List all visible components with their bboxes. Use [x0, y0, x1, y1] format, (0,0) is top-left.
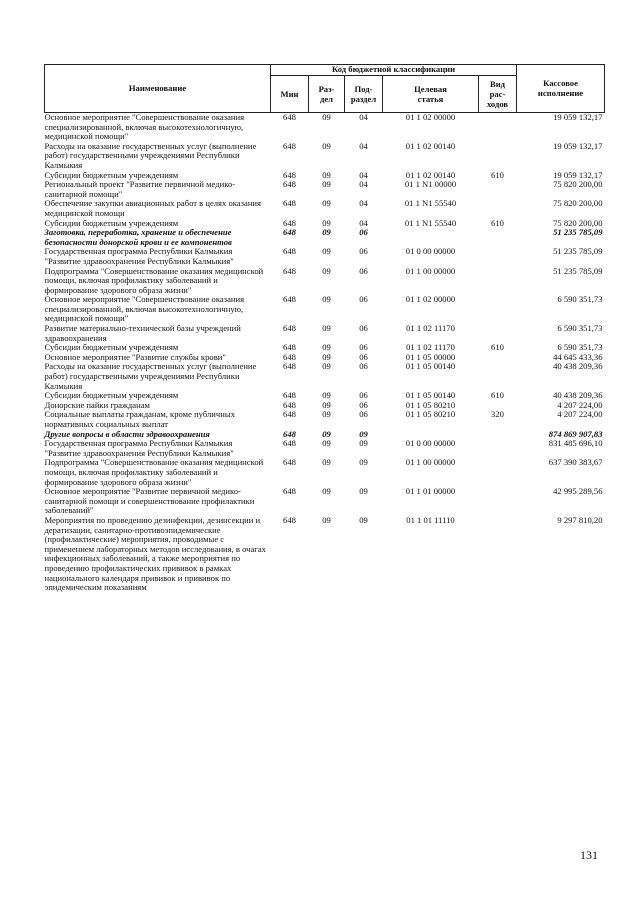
row-vid-rashodov-cell	[479, 458, 517, 487]
row-podrazdel-cell: 06	[359, 409, 368, 420]
table-row	[45, 487, 605, 516]
row-razdel-cell: 09	[322, 390, 331, 401]
header-name: Наименование	[45, 65, 271, 113]
row-name-cell: Субсидии бюджетным учреждениям	[44, 342, 179, 353]
row-vid-rashodov-cell: 610	[491, 390, 504, 401]
row-razdel-cell: 09	[322, 486, 331, 497]
header-code-group: Код бюджетной классификации	[271, 65, 517, 76]
row-name-cell: Расходы на оказание государственных услуг (выполнение работ) государственными учреждениями Республики Калмыкия	[44, 140, 257, 170]
row-podrazdel-cell: 04	[359, 198, 368, 209]
header-kassovoe	[517, 65, 605, 113]
header-kassovoe-label: Кассовое исполнение	[537, 77, 584, 98]
row-name-cell: Основное мероприятие "Развитие первичной медико-санитарной помощи и совершенствование профилактики заболеваний"	[44, 486, 255, 516]
page-number: 131	[580, 848, 598, 862]
header-cel-statya	[383, 76, 479, 113]
row-vid-rashodov-cell	[479, 180, 517, 199]
row-vid-rashodov-cell	[479, 113, 517, 142]
row-cel-statya-cell	[383, 228, 479, 247]
row-min-cell: 648	[283, 169, 296, 180]
table-section-row	[45, 228, 605, 247]
row-podrazdel-cell: 06	[359, 227, 368, 238]
table-row	[45, 439, 605, 458]
row-cel-statya-cell: 01 1 N1 00000	[404, 179, 457, 190]
row-vid-rashodov-cell	[479, 362, 517, 391]
table-header	[45, 65, 605, 113]
row-amount-cell: 831 485 696,10	[548, 438, 603, 449]
table-row	[45, 142, 605, 171]
row-cel-statya-cell: 01 1 02 00140	[405, 140, 456, 151]
row-name-cell: Региональный проект "Развитие первичной медико-санитарной помощи"	[44, 179, 236, 199]
row-cel-statya-cell: 01 1 02 11170	[406, 342, 455, 353]
row-name-cell: Мероприятия по проведению дезинфекции, дезинсекции и дератизации, санитарно-противоэпидемические (профилактические) мероприятия, проводимые с применением лабораторных методов исследования, в очагах инфекционных заболеваний, а также мероприятия по проведению профилактических прививок в рамках национального календаря прививок и прививок по эпидемическим показаниям	[44, 514, 266, 593]
row-podrazdel-cell: 06	[359, 399, 368, 410]
row-podrazdel-cell: 06	[359, 351, 368, 362]
row-vid-rashodov-cell	[479, 295, 517, 324]
row-min-cell: 648	[283, 514, 296, 525]
row-podrazdel-cell: 09	[359, 514, 368, 525]
row-amount-cell: 637 390 383,67	[548, 457, 603, 468]
row-name-cell: Донорские пайки гражданам	[44, 399, 150, 410]
row-razdel-cell: 09	[322, 438, 331, 449]
row-cel-statya-cell: 01 1 05 80210	[405, 399, 456, 410]
row-amount-cell: 4 207 224,00	[557, 409, 603, 420]
row-name-cell: Другие вопросы в области здравоохранения	[44, 428, 210, 439]
row-razdel-cell: 09	[322, 361, 331, 372]
row-amount-cell: 40 438 209,36	[553, 361, 603, 372]
row-podrazdel-cell: 04	[359, 112, 368, 122]
row-amount-cell: 6 590 351,73	[557, 294, 603, 305]
row-amount-cell: 44 645 433,36	[553, 351, 603, 362]
row-min-cell: 648	[283, 361, 296, 372]
row-amount-cell: 9 297 810,20	[557, 514, 603, 525]
row-razdel-cell: 09	[322, 217, 331, 228]
row-name-cell: Расходы на оказание государственных услуг (выполнение работ) государственными учреждениями Республики Калмыкия	[44, 361, 257, 391]
row-vid-rashodov-cell	[479, 247, 517, 266]
row-podrazdel-cell: 04	[359, 179, 368, 190]
row-razdel-cell: 09	[322, 112, 331, 122]
row-min-cell: 648	[283, 265, 296, 276]
row-name-cell: Субсидии бюджетным учреждениям	[44, 390, 179, 401]
row-name-cell: Основное мероприятие "Совершенствование оказания специализированной, включая высокотехнологичную, медицинской помощи"	[44, 294, 245, 324]
row-cel-statya-cell: 01 1 02 00000	[405, 112, 456, 122]
header-razdel	[309, 76, 345, 113]
row-vid-rashodov-cell	[479, 228, 517, 247]
row-razdel-cell: 09	[322, 140, 331, 151]
row-razdel-cell: 09	[322, 323, 331, 334]
table-row	[45, 113, 605, 142]
row-vid-rashodov-cell	[479, 516, 517, 593]
row-razdel-cell: 09	[322, 227, 331, 238]
row-vid-rashodov-cell	[479, 439, 517, 458]
row-razdel-cell: 09	[322, 409, 331, 420]
row-razdel-cell: 09	[322, 265, 331, 276]
row-podrazdel-cell: 09	[359, 457, 368, 468]
row-cel-statya-cell: 01 1 00 00000	[405, 457, 456, 468]
row-amount-cell: 874 869 907,83	[548, 428, 603, 439]
row-razdel-cell: 09	[322, 399, 331, 410]
row-podrazdel-cell: 04	[359, 169, 368, 180]
row-podrazdel-cell: 06	[359, 265, 368, 276]
row-amount-cell: 75 820 200,00	[553, 179, 603, 190]
row-amount-cell: 19 059 132,17	[553, 140, 603, 151]
row-vid-rashodov-cell: 320	[491, 409, 504, 420]
row-cel-statya-cell: 01 1 05 00140	[405, 361, 456, 372]
table-row	[45, 324, 605, 343]
row-amount-cell: 51 235 785,09	[553, 227, 603, 238]
row-vid-rashodov-cell	[479, 353, 517, 363]
table-body	[45, 113, 605, 593]
row-vid-rashodov-cell	[479, 430, 517, 440]
row-amount-cell: 19 059 132,17	[553, 169, 603, 180]
row-razdel-cell: 09	[322, 342, 331, 353]
row-razdel-cell: 09	[322, 179, 331, 190]
row-cel-statya-cell: 01 1 00 00000	[405, 265, 456, 276]
row-name-cell: Социальные выплаты гражданам, кроме публичных нормативных социальных выплат	[44, 409, 235, 429]
row-cel-statya-cell: 01 1 01 11110	[406, 514, 455, 525]
row-name-cell: Субсидии бюджетным учреждениям	[44, 169, 179, 180]
row-cel-statya-cell: 01 1 01 00000	[405, 486, 456, 497]
row-min-cell: 648	[283, 399, 296, 410]
header-vid-rashodov-label: Вид рас- ходов	[486, 79, 509, 109]
row-cel-statya-cell: 01 1 02 11170	[406, 323, 455, 334]
row-vid-rashodov-cell	[479, 267, 517, 296]
row-razdel-cell: 09	[322, 294, 331, 305]
table-row	[45, 458, 605, 487]
row-min-cell: 648	[283, 140, 296, 151]
row-podrazdel-cell: 06	[359, 390, 368, 401]
row-name-cell: Обеспечение закупки авиационных работ в целях оказания медицинской помощи	[44, 198, 261, 218]
row-razdel-cell: 09	[322, 198, 331, 209]
row-min-cell: 648	[283, 351, 296, 362]
row-podrazdel-cell: 04	[359, 217, 368, 228]
row-cel-statya-cell: 01 1 05 00140	[405, 390, 456, 401]
table-row	[45, 295, 605, 324]
header-razdel-label: Раз- дел	[318, 84, 335, 104]
row-min-cell: 648	[283, 198, 296, 209]
row-cel-statya-cell: 01 1 02 00140	[405, 169, 456, 180]
row-min-cell: 648	[283, 428, 296, 439]
header-vid-rashodov	[479, 76, 517, 113]
header-podrazdel-label: Под- раздел	[350, 84, 377, 104]
row-amount-cell: 51 235 785,09	[553, 246, 603, 257]
row-min-cell: 648	[283, 409, 296, 420]
row-min-cell: 648	[283, 457, 296, 468]
table-row	[45, 180, 605, 199]
row-vid-rashodov-cell: 610	[491, 169, 504, 180]
row-vid-rashodov-cell	[479, 142, 517, 171]
row-amount-cell: 6 590 351,73	[557, 323, 603, 334]
row-min-cell: 648	[283, 486, 296, 497]
row-name-cell: Развитие материально-технической базы учреждений здравоохранения	[44, 323, 241, 343]
row-razdel-cell: 09	[322, 457, 331, 468]
row-podrazdel-cell: 06	[359, 323, 368, 334]
table-row	[45, 247, 605, 266]
row-podrazdel-cell: 06	[359, 342, 368, 353]
row-min-cell: 648	[283, 323, 296, 334]
row-vid-rashodov-cell: 610	[491, 217, 504, 228]
header-min: Мин	[271, 76, 309, 113]
row-cel-statya-cell: 01 1 N1 55540	[404, 198, 457, 209]
row-amount-cell: 42 995 289,56	[553, 486, 603, 497]
header-podrazdel	[345, 76, 383, 113]
row-min-cell: 648	[283, 438, 296, 449]
row-cel-statya-cell: 01 0 00 00000	[405, 246, 456, 257]
row-min-cell: 648	[283, 179, 296, 190]
row-razdel-cell: 09	[322, 246, 331, 257]
row-razdel-cell: 09	[322, 428, 331, 439]
row-name-cell: Подпрограмма "Совершенствование оказания медицинской помощи, включая профилактику заболеваний и формирование здорового образа жизни"	[44, 265, 264, 295]
row-name-cell: Основное мероприятие "Совершенствование оказания специализированной, включая высокотехнологичную, медицинской помощи"	[44, 112, 245, 142]
row-cel-statya-cell: 01 1 05 80210	[405, 409, 456, 420]
row-podrazdel-cell: 06	[359, 294, 368, 305]
row-podrazdel-cell: 06	[359, 246, 368, 257]
table-row	[45, 362, 605, 391]
row-cel-statya-cell: 01 1 02 00000	[405, 294, 456, 305]
row-min-cell: 648	[283, 227, 296, 238]
row-vid-rashodov-cell	[479, 487, 517, 516]
row-min-cell: 648	[283, 390, 296, 401]
table-row	[45, 267, 605, 296]
row-amount-cell: 51 235 785,09	[553, 265, 603, 276]
budget-table	[44, 64, 605, 593]
row-vid-rashodov-cell	[479, 324, 517, 343]
row-podrazdel-cell: 09	[359, 438, 368, 449]
row-name-cell: Государственная программа Республики Калмыкия "Развитие здравоохранения Республики Калмыкия"	[44, 246, 234, 266]
row-min-cell: 648	[283, 342, 296, 353]
row-vid-rashodov-cell	[479, 199, 517, 218]
row-razdel-cell: 09	[322, 351, 331, 362]
row-amount-cell: 40 438 209,36	[553, 390, 603, 401]
row-cel-statya-cell: 01 1 05 00000	[405, 351, 456, 362]
row-amount-cell: 19 059 132,17	[553, 112, 603, 122]
row-name-cell: Подпрограмма "Совершенствование оказания медицинской помощи, включая профилактику заболеваний и формирование здорового образа жизни"	[44, 457, 264, 487]
row-cel-statya-cell: 01 1 N1 55540	[404, 217, 457, 228]
row-min-cell: 648	[283, 112, 296, 122]
row-amount-cell: 6 590 351,73	[557, 342, 603, 353]
row-razdel-cell: 09	[322, 514, 331, 525]
row-podrazdel-cell: 09	[359, 428, 368, 439]
row-min-cell: 648	[283, 246, 296, 257]
row-amount-cell: 75 820 200,00	[553, 217, 603, 228]
table-row	[45, 199, 605, 218]
row-podrazdel-cell: 04	[359, 140, 368, 151]
row-vid-rashodov-cell: 610	[491, 342, 504, 353]
row-podrazdel-cell: 09	[359, 486, 368, 497]
row-razdel-cell: 09	[322, 169, 331, 180]
header-cel-statya-label: Целевая статья	[414, 84, 447, 104]
row-name-cell: Основное мероприятие "Развитие службы крови"	[44, 351, 226, 362]
table-row	[45, 516, 605, 593]
row-podrazdel-cell: 06	[359, 361, 368, 372]
row-amount-cell: 75 820 200,00	[553, 198, 603, 209]
row-name-cell: Субсидии бюджетным учреждениям	[44, 217, 179, 228]
row-name-cell: Государственная программа Республики Калмыкия "Развитие здравоохранения Республики Калмыкия"	[44, 438, 234, 458]
row-min-cell: 648	[283, 217, 296, 228]
row-amount-cell: 4 207 224,00	[557, 399, 603, 410]
row-cel-statya-cell: 01 0 00 00000	[405, 438, 456, 449]
table-row	[45, 410, 605, 429]
row-min-cell: 648	[283, 294, 296, 305]
row-name-cell: Заготовка, переработка, хранение и обеспечение безопасности донорской крови и ее компонентов	[44, 227, 232, 247]
